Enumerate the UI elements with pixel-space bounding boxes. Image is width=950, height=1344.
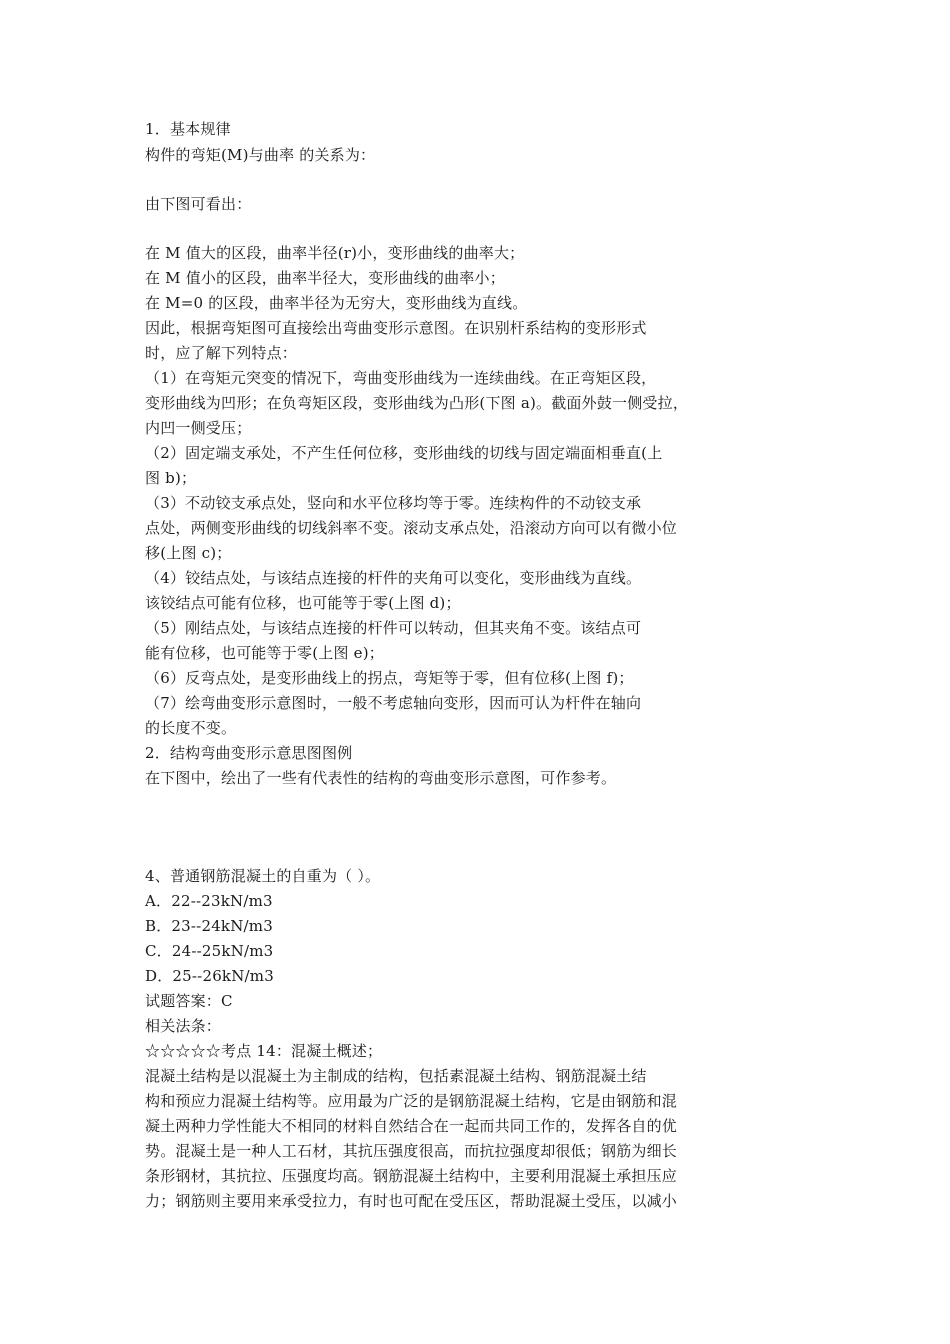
therefore-line-1: 因此，根据弯矩图可直接绘出弯曲变形示意图。在识别杆系结构的变形形式 xyxy=(145,319,647,337)
point-4-line-1: （4）铰结点处，与该结点连接的杆件的夹角可以变化，变形曲线为直线。 xyxy=(145,569,642,587)
answer: 试题答案：C xyxy=(145,992,233,1010)
option-c: C．24--25kN/m3 xyxy=(145,942,274,960)
point-1-line-2: 变形曲线为凹形；在负弯矩区段，变形曲线为凸形(下图 a)。截面外鼓一侧受拉， xyxy=(145,394,689,412)
therefore-line-2: 时，应了解下列特点： xyxy=(145,344,298,362)
point-2-line-2: 图 b)； xyxy=(145,469,197,487)
option-b: B．23--24kN/m3 xyxy=(145,917,273,935)
point-7-line-1: （7）绘弯曲变形示意图时，一般不考虑轴向变形，因而可认为杆件在轴向 xyxy=(145,694,642,712)
point-1-line-1: （1）在弯矩元突变的情况下，弯曲变形曲线为一连续曲线。在正弯矩区段， xyxy=(145,369,657,387)
option-a: A．22--23kN/m3 xyxy=(145,892,273,910)
related-label: 相关法条： xyxy=(145,1017,222,1035)
section2-text: 在下图中，绘出了一些有代表性的结构的弯曲变形示意图，可作参考。 xyxy=(145,769,617,787)
section2-heading: 2．结构弯曲变形示意思图图例 xyxy=(145,744,353,762)
rule-3: 在 M=0 的区段，曲率半径为无穷大，变形曲线为直线。 xyxy=(145,294,528,312)
point-3-line-3: 移(上图 c)； xyxy=(145,544,232,562)
section1-intro: 构件的弯矩(M)与曲率 的关系为： xyxy=(145,146,376,164)
body-line-3: 凝土两种力学性能大不相同的材料自然结合在一起而共同工作的，发挥各自的优 xyxy=(145,1117,678,1135)
point-6-line-1: （6）反弯点处，是变形曲线上的拐点，弯矩等于零，但有位移(上图 f)； xyxy=(145,669,634,687)
point-1-line-3: 内凹一侧受压； xyxy=(145,419,252,437)
body-line-5: 条形钢材，其抗拉、压强度均高。钢筋混凝土结构中，主要利用混凝土承担压应 xyxy=(145,1167,678,1185)
point-7-line-2: 的长度不变。 xyxy=(145,719,237,737)
body-line-2: 构和预应力混凝土结构等。应用最为广泛的是钢筋混凝土结构，它是由钢筋和混 xyxy=(145,1092,678,1110)
point-title: ☆☆☆☆☆考点 14：混凝土概述； xyxy=(145,1042,383,1060)
body-line-4: 势。混凝土是一种人工石材，其抗压强度很高，而抗拉强度却很低；钢筋为细长 xyxy=(145,1142,678,1160)
section1-see-below: 由下图可看出： xyxy=(145,195,252,213)
point-3-line-2: 点处，两侧变形曲线的切线斜率不变。滚动支承点处，沿滚动方向可以有微小位 xyxy=(145,519,678,537)
body-line-6: 力；钢筋则主要用来承受拉力，有时也可配在受压区，帮助混凝土受压，以减小 xyxy=(145,1192,678,1210)
point-5-line-1: （5）刚结点处，与该结点连接的杆件可以转动，但其夹角不变。该结点可 xyxy=(145,619,642,637)
question-stem: 4、普通钢筋混凝土的自重为（ ）。 xyxy=(145,867,381,885)
rule-1: 在 M 值大的区段，曲率半径(r)小，变形曲线的曲率大； xyxy=(145,244,525,262)
point-3-line-1: （3）不动铰支承点处，竖向和水平位移均等于零。连续构件的不动铰支承 xyxy=(145,494,642,512)
section1-heading: 1．基本规律 xyxy=(145,120,231,138)
point-2-line-1: （2）固定端支承处，不产生任何位移，变形曲线的切线与固定端面相垂直(上 xyxy=(145,444,663,462)
point-5-line-2: 能有位移，也可能等于零(上图 e)； xyxy=(145,644,384,662)
rule-2: 在 M 值小的区段，曲率半径大，变形曲线的曲率小； xyxy=(145,269,505,287)
option-d: D．25--26kN/m3 xyxy=(145,967,274,985)
body-line-1: 混凝土结构是以混凝土为主制成的结构，包括素混凝土结构、钢筋混凝土结 xyxy=(145,1067,647,1085)
point-4-line-2: 该铰结点可能有位移，也可能等于零(上图 d)； xyxy=(145,594,461,612)
